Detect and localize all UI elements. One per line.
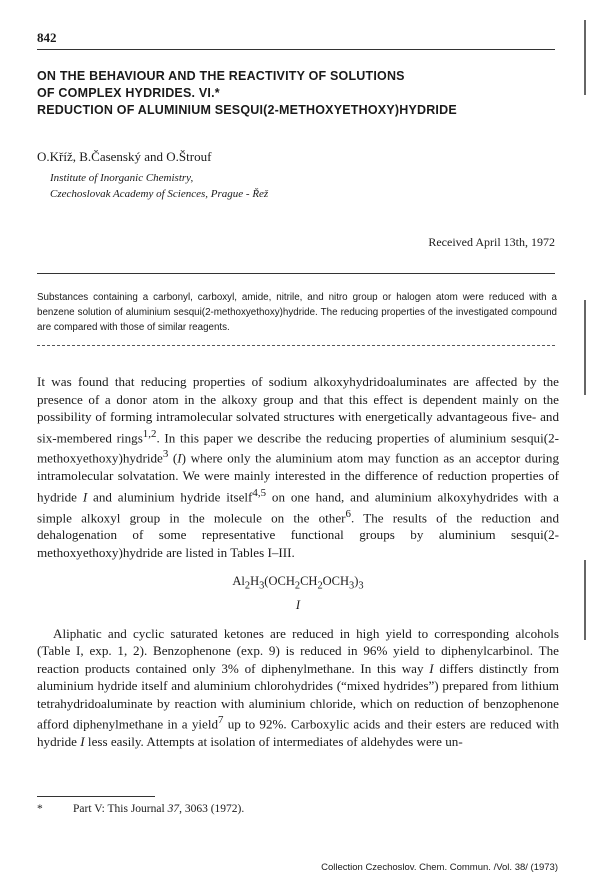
authors: O.Kříž, B.Časenský and O.Štrouf <box>37 149 212 164</box>
abstract-bottom-rule <box>37 345 555 346</box>
footnote-rule <box>37 796 155 797</box>
footnote-marker: * <box>37 803 43 815</box>
compound-label: I <box>177 450 182 466</box>
reference-marker: 7 <box>218 714 224 727</box>
compound-label: I <box>429 660 434 676</box>
abstract: Substances containing a carbonyl, carboxyl, amide, nitrile, and nitro group or halogen atom were reduced with a benzene solution of aluminium sesqui(2-methoxyethoxy)hydride. The reducing properties of the investigated compound are compared with those of similar reagents. <box>37 292 557 333</box>
reference-marker: 1,2 <box>142 427 157 440</box>
footnote: * Part V: This Journal 37, 3063 (1972). <box>37 803 245 815</box>
page-number: 842 <box>37 30 57 45</box>
chemical-formula: $Al_2H_3(OCH_2CH_2OCH_3)_3$ <box>232 574 364 592</box>
abstract-top-rule <box>37 273 555 274</box>
scan-edge-mark <box>584 300 586 395</box>
journal-citation: Collection Czechoslov. Chem. Commun. /Vol. 38/ (1973) <box>321 862 558 873</box>
journal-volume: 37 <box>167 803 180 815</box>
reference-marker: 3 <box>162 448 169 461</box>
formula-label: I <box>295 598 301 613</box>
paragraph-1: It was found that reducing properties of sodium alkoxyhydridoaluminates are affected by the presence of a donor atom in the alkoxy group and that this effect is dependent mainly on the possibility of forming intramolecular solvated structures with energetically advantageous five- and six-membered rings$^{1,2}$. In this paper we describe the reducing properties of aluminium sesqui(2-methoxyethoxy)hydride$^3$ (I) where only the aluminium atom may function as an acceptor during intramolecular solvatation. We were mainly interested in the difference of reduction properties of hydride I and aluminium hydride itself$^{4,5}$ on one hand, and aluminium alkoxyhydrides with a simple alkoxyl group in the molecule on the other$^6$. The results of the reduction and dehalogenation of some representative functional groups by aluminium sesqui(2-methoxyethoxy)hydride are listed in Tables I–III. <box>37 374 559 560</box>
title-line-2: OF COMPLEX HYDRIDES. VI.* <box>37 86 220 100</box>
reference-marker: 4,5 <box>252 486 267 499</box>
reference-marker: 6 <box>345 507 351 520</box>
scan-edge-mark <box>584 560 586 640</box>
article-title <box>37 68 567 119</box>
header-rule <box>37 49 555 50</box>
affiliation-line-1: Institute of Inorganic Chemistry, <box>50 172 194 184</box>
title-line-3: REDUCTION OF ALUMINIUM SESQUI(2-METHOXYETHOXY)HYDRIDE <box>37 103 457 117</box>
title-line-1: ON THE BEHAVIOUR AND THE REACTIVITY OF SOLUTIONS <box>37 69 405 83</box>
scan-edge-mark <box>584 20 586 95</box>
affiliation-line-2: Czechoslovak Academy of Sciences, Prague - Řež <box>50 188 269 200</box>
received-date: Received April 13th, 1972 <box>428 235 555 249</box>
compound-label: I <box>82 489 88 505</box>
paragraph-2: Aliphatic and cyclic saturated ketones are reduced in high yield to corresponding alcohols (Table I, exp. 1, 2). Benzophenone (exp. 9) is reduced in 96% yield to diphenylcarbinol. The reaction products contained only 3% of diphenylmethane. In this way I differs distinctly from aluminium hydride itself and aluminium chlorohydrides (“mixed hydrides”) prepared from lithium tetrahydridoaluminate by reaction with aluminium chloride, which on reduction of benzophenone afford diphenylmethane in a yield$^7$ up to 92%. Carboxylic acids and their esters are reduced with hydride I less easily. Attempts at isolation of intermediates of aldehydes were un- <box>37 625 559 750</box>
compound-label: I <box>80 734 85 750</box>
body-text <box>37 373 559 751</box>
